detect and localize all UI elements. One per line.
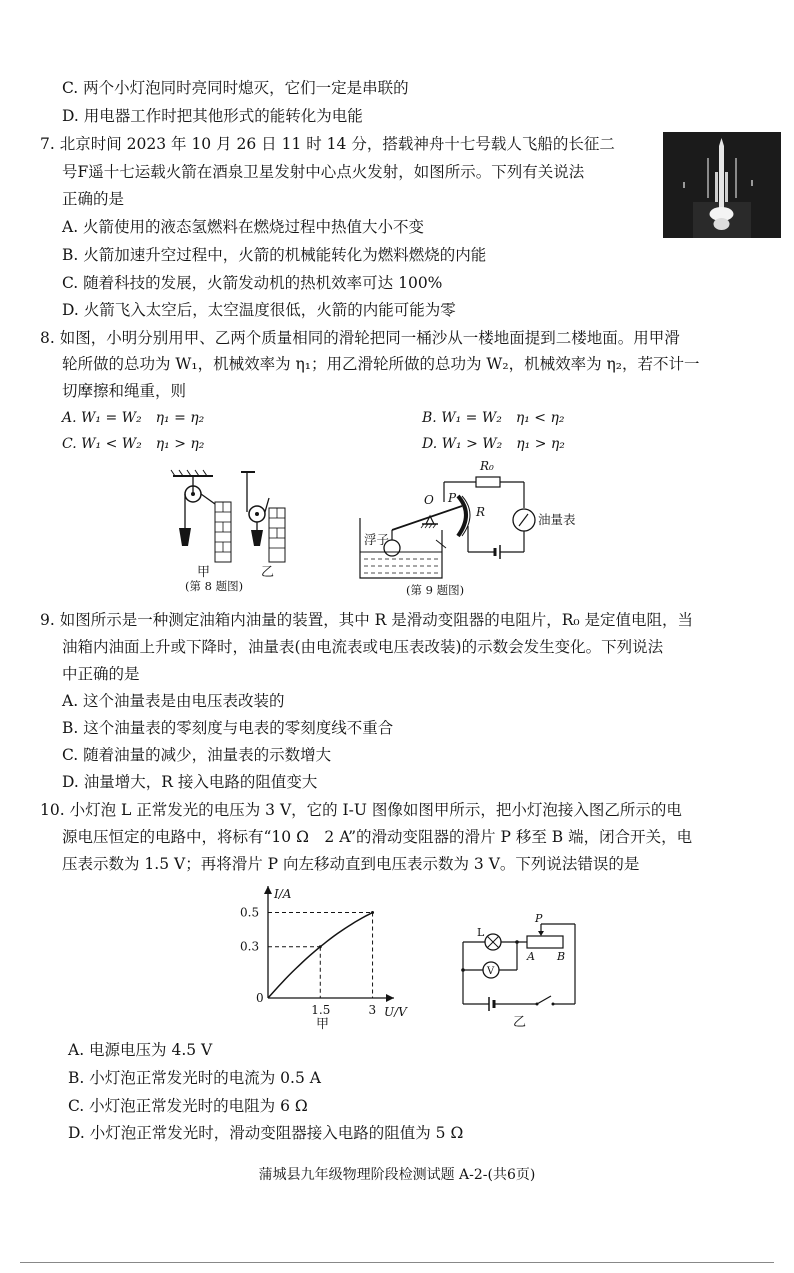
fig10-label-jia: 甲 (316, 1017, 330, 1030)
fig8-label-yi: 乙 (261, 565, 275, 580)
figure-10-iu-graph (232, 880, 432, 1030)
q7-stem-line3: 正确的是 (62, 190, 125, 208)
fig9-label-p: P (448, 491, 457, 505)
y-axis-label: I/A (274, 887, 292, 901)
q9-option-b: B. 这个油量表的零刻度与电表的零刻度线不重合 (62, 719, 394, 737)
y-tick-0.3: 0.3 (240, 939, 260, 954)
q10-option-d: D. 小灯泡正常发光时，滑动变阻器接入电路的阻值为 5 Ω (68, 1124, 464, 1142)
x-tick-3: 3 (368, 1003, 377, 1017)
page-footer: 蒲城县九年级物理阶段检测试题 A-2-(共6页) (258, 1167, 536, 1183)
q6-option-d: D. 用电器工作时把其他形式的能转化为电能 (62, 107, 363, 125)
bottom-rule (20, 1262, 774, 1263)
fig8-label-jia: 甲 (197, 565, 211, 580)
q7-option-c: C. 随着科技的发展，火箭发动机的热机效率可达 100% (62, 274, 443, 292)
q8-option-d: D. W₁ > W₂ η₁ > η₂ (422, 436, 565, 452)
q8-stem-line1: 8. 如图，小明分别用甲、乙两个质量相同的滑轮把同一桶沙从一楼地面提到二楼地面。用甲滑 (40, 329, 680, 347)
switch-icon (537, 996, 551, 1004)
q7-stem-line2: 号F遥十七运载火箭在酒泉卫星发射中心点火发射，如图所示。下列有关说法 (62, 163, 585, 181)
rheostat-icon (527, 936, 563, 948)
figure-9-oil-gauge (350, 456, 590, 596)
q7-option-a: A. 火箭使用的液态氢燃料在燃烧过程中热值大小不变 (62, 218, 425, 236)
q8-option-a: A. W₁ = W₂ η₁ = η₂ (62, 410, 205, 426)
q8-stem-line3: 切摩擦和绳重，则 (62, 382, 187, 400)
q10-option-a: A. 电源电压为 4.5 V (68, 1041, 213, 1059)
q6-option-c: C. 两个小灯泡同时亮同时熄灭，它们一定是串联的 (62, 79, 409, 97)
fig8-caption: (第 8 题图) (185, 579, 244, 593)
q7-option-d: D. 火箭飞入太空后，太空温度很低，火箭的内能可能为零 (62, 301, 456, 319)
origin-label: 0 (256, 991, 264, 1005)
q10-stem-line2: 源电压恒定的电路中，将标有“10 Ω 2 A”的滑动变阻器的滑片 P 移至 B 端，闭合开关，电 (62, 828, 693, 846)
fig9-label-r: R (476, 505, 486, 519)
x-tick-1.5: 1.5 (311, 1003, 331, 1017)
rocket-launch-photo (663, 132, 781, 238)
q9-stem-line1: 9. 如图所示是一种测定油箱内油量的装置，其中 R 是滑动变阻器的电阻片，R₀ 是定值电阻，当 (40, 611, 694, 629)
q10-stem-line1: 10. 小灯泡 L 正常发光的电压为 3 V，它的 I-U 图像如图甲所示，把小灯泡接入图乙所示的电 (40, 801, 682, 819)
label-A: A (527, 950, 535, 963)
label-P: P (535, 912, 543, 925)
q9-option-c: C. 随着油量的减少，油量表的示数增大 (62, 746, 332, 764)
fig9-label-meter: 油量表 (538, 512, 576, 527)
fig10-label-yi: 乙 (513, 1015, 527, 1028)
q9-stem-line3: 中正确的是 (62, 665, 140, 683)
data-point-2 (371, 911, 374, 914)
q7-option-b: B. 火箭加速升空过程中，火箭的机械能转化为燃料燃烧的内能 (62, 246, 487, 264)
q9-option-d: D. 油量增大，R 接入电路的阻值变大 (62, 773, 318, 791)
q10-option-c: C. 小灯泡正常发光时的电阻为 6 Ω (68, 1097, 308, 1115)
fig9-label-o: O (424, 493, 434, 507)
q7-stem-line1: 7. 北京时间 2023 年 10 月 26 日 11 时 14 分，搭载神舟十七号载人飞船的长征二 (40, 135, 615, 153)
label-L: L (477, 926, 485, 939)
label-V: V (487, 966, 495, 977)
y-tick-0.5: 0.5 (240, 905, 260, 920)
q8-option-c: C. W₁ < W₂ η₁ > η₂ (62, 436, 205, 452)
fig9-caption: (第 9 题图) (406, 583, 465, 596)
q9-option-a: A. 这个油量表是由电压表改装的 (62, 692, 285, 710)
fig9-label-r0: R₀ (480, 459, 494, 473)
q10-option-b: B. 小灯泡正常发光时的电流为 0.5 A (68, 1069, 321, 1087)
fig9-label-float: 浮子 (364, 532, 390, 547)
q10-stem-line3: 压表示数为 1.5 V；再将滑片 P 向左移动直到电压表示数为 3 V。下列说法错误的是 (62, 855, 640, 873)
q9-stem-line2: 油箱内油面上升或下降时，油量表(由电流表或电压表改装)的示数会发生变化。下列说法 (62, 638, 664, 656)
x-axis-label: U/V (384, 1005, 407, 1019)
figure-10-circuit (455, 912, 585, 1028)
q8-option-b: B. W₁ = W₂ η₁ < η₂ (422, 410, 565, 426)
q8-stem-line2: 轮所做的总功为 W₁，机械效率为 η₁；用乙滑轮所做的总功为 W₂，机械效率为 η₂，若不计一 (62, 355, 700, 373)
figure-8-pulleys (165, 466, 305, 594)
label-B: B (557, 950, 566, 963)
data-point-1 (319, 945, 322, 948)
